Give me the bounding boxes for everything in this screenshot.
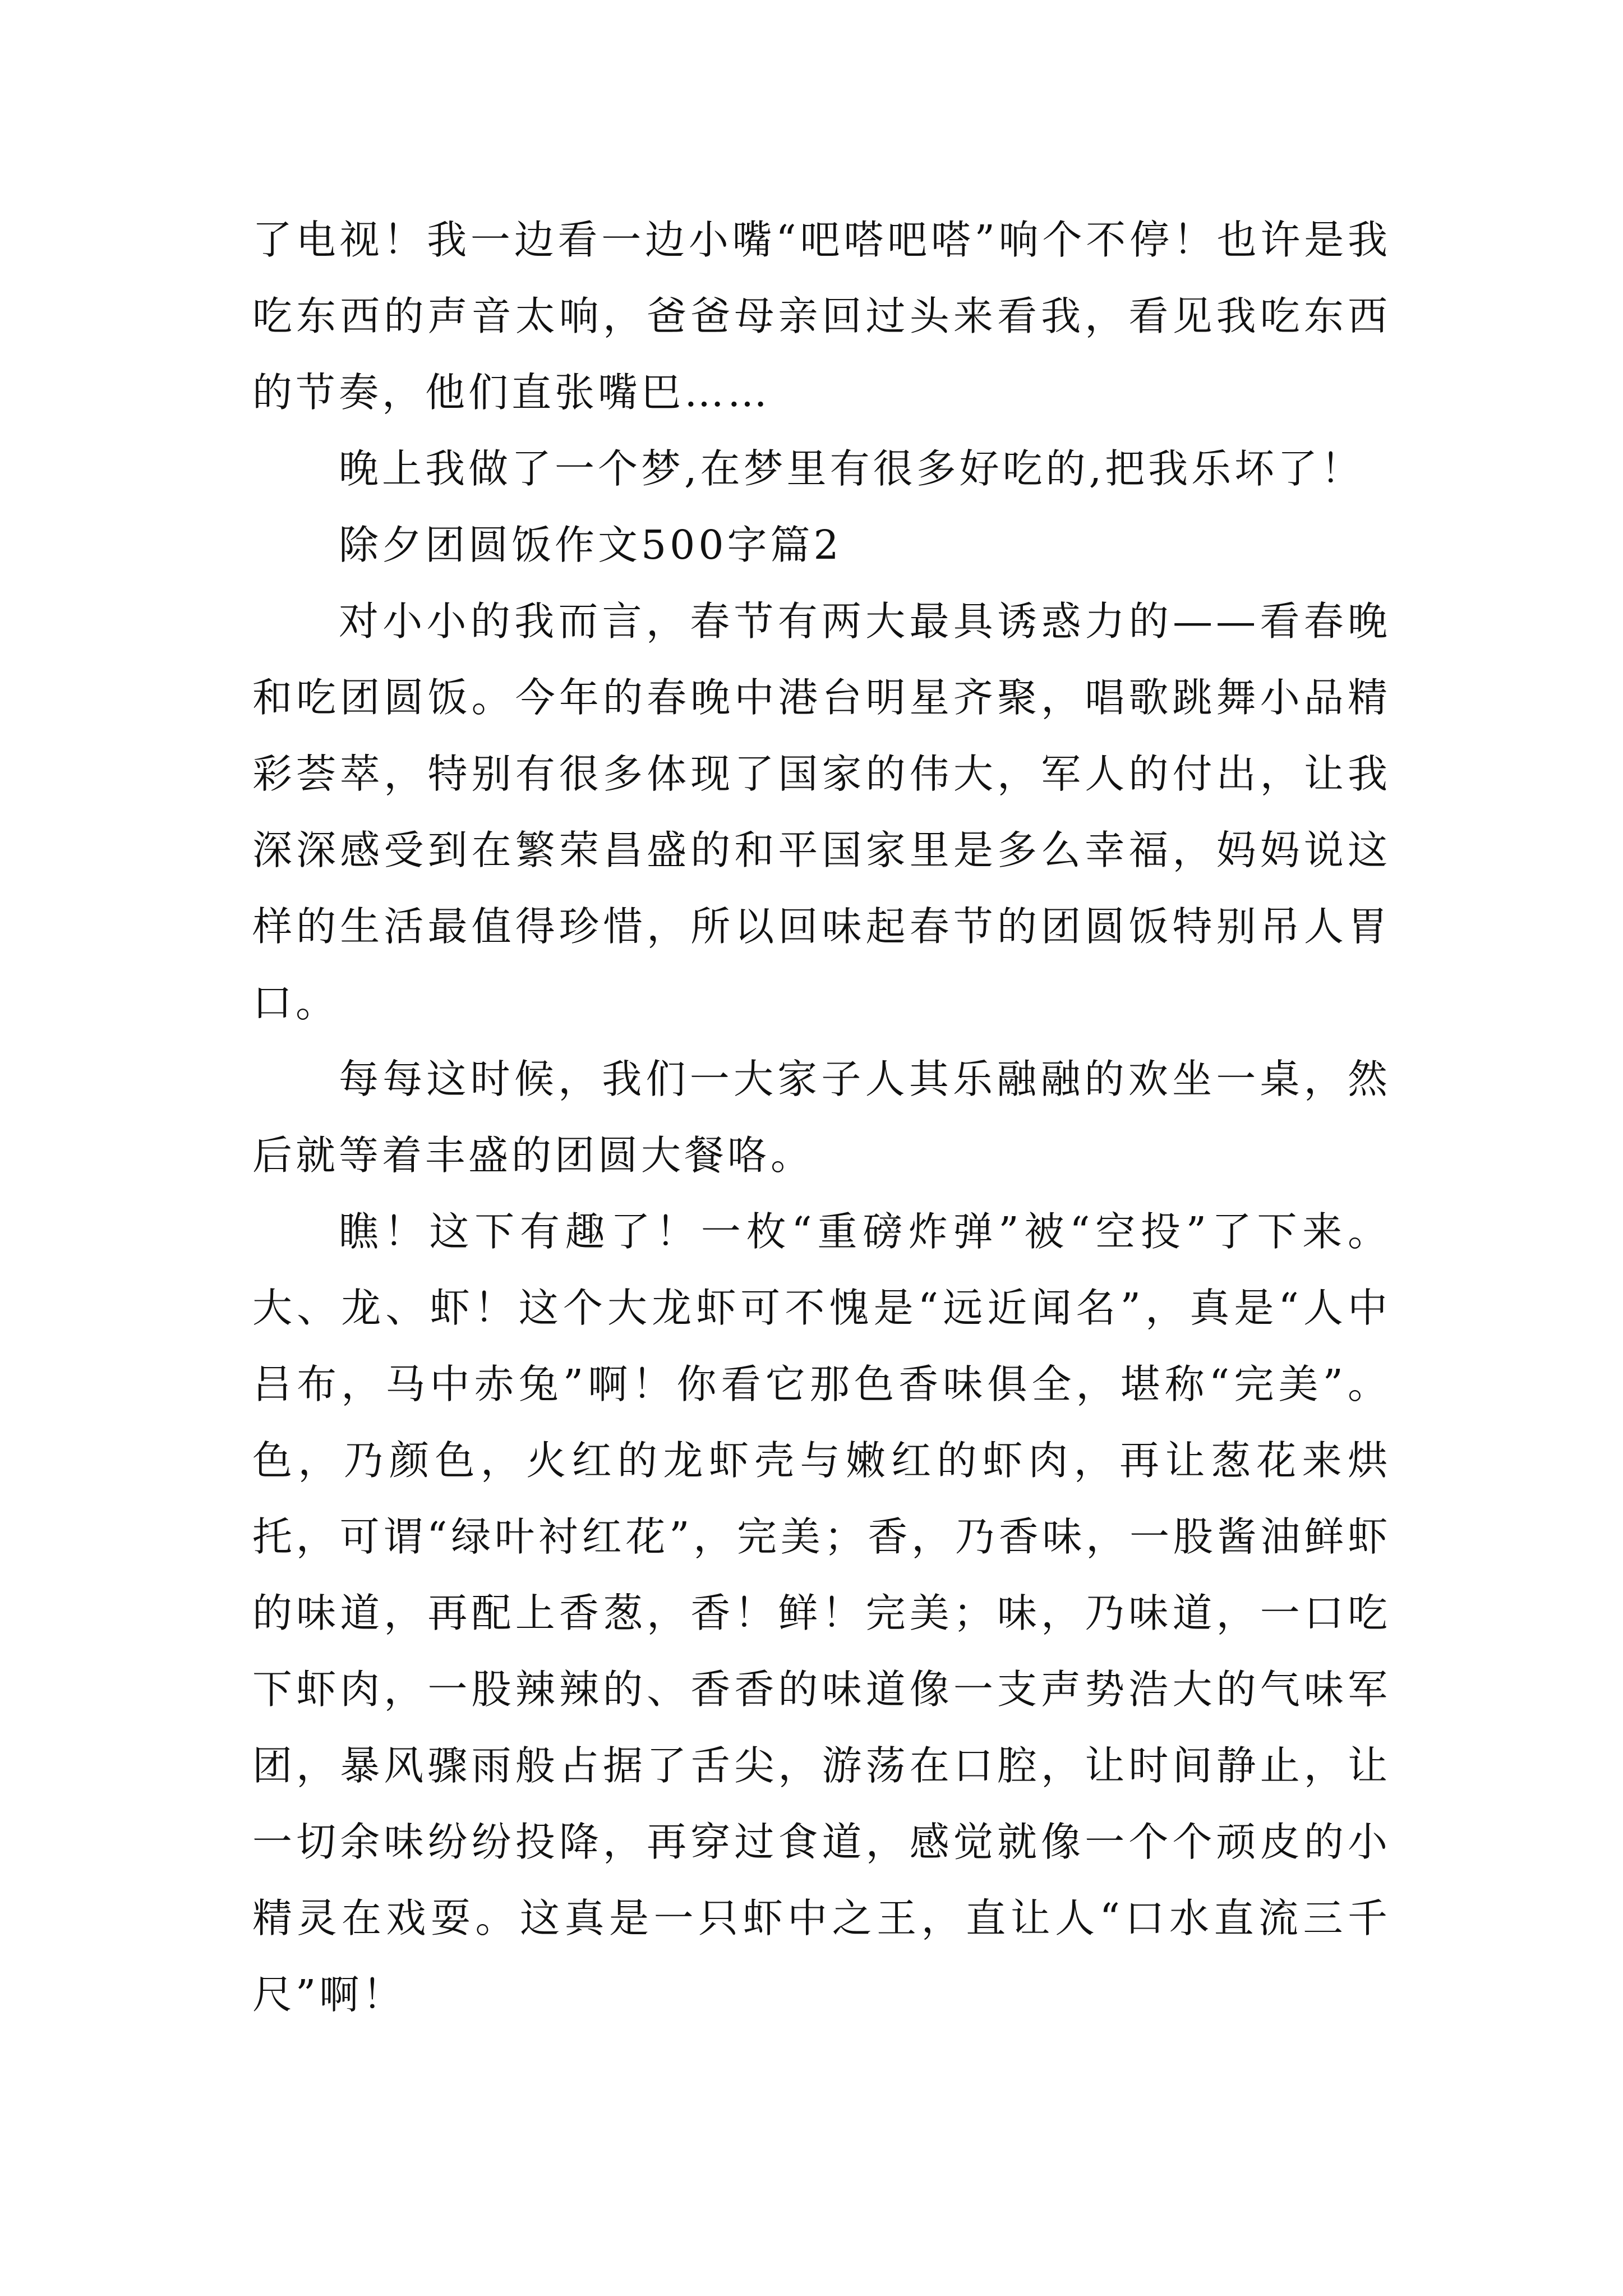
paragraph-dream: 晚上我做了一个梦,在梦里有很多好吃的,把我乐坏了！ <box>339 445 1364 492</box>
paragraph-family-table: 每每这时候，我们一大家子人其乐融融的欢坐一桌，然后就等着丰盛的团圆大餐咯。 <box>252 1056 1391 1179</box>
paragraph-spring-festival: 对小小的我而言，春节有两大最具诱惑力的——看春晚和吃团圆饭。今年的春晚中港台明星齐聚，唱歌跳舞小品精彩荟萃，特别有很多体现了国家的伟大，军人的付出，让我深深感受到在繁荣昌盛的和平国家里是多么幸福，妈妈说这样的生活最值得珍惜，所以回味起春节的团圆饭特别吊人胃口。 <box>252 598 1391 1026</box>
paragraph-continuation: 了电视！我一边看一边小嘴“吧嗒吧嗒”响个不停！也许是我吃东西的声音太响，爸爸母亲回过头来看我，看见我吃东西的节奏，他们直张嘴巴…… <box>252 217 1391 416</box>
paragraph-lobster: 瞧！这下有趣了！一枚“重磅炸弹”被“空投”了下来。大、龙、虾！这个大龙虾可不愧是“远近闻名”，真是“人中吕布，马中赤兔”啊！你看它那色香味俱全，堪称“完美”。色，乃颜色，火红的龙虾壳与嫩红的虾肉，再让葱花来烘托，可谓“绿叶衬红花”，完美；香，乃香味，一股酱油鲜虾的味道，再配上香葱，香！鲜！完美；味，乃味道，一口吃下虾肉，一股辣辣的、香香的味道像一支声势浩大的气味军团，暴风骤雨般占据了舌尖，游荡在口腔，让时间静止，让一切余味纷纷投降，再穿过食道，感觉就像一个个顽皮的小精灵在戏耍。这真是一只虾中之王，直让人“口水直流三千尺”啊！ <box>252 1208 1391 2018</box>
section-heading: 除夕团圆饭作文500字篇2 <box>339 522 842 568</box>
article-body <box>252 202 1391 2033</box>
